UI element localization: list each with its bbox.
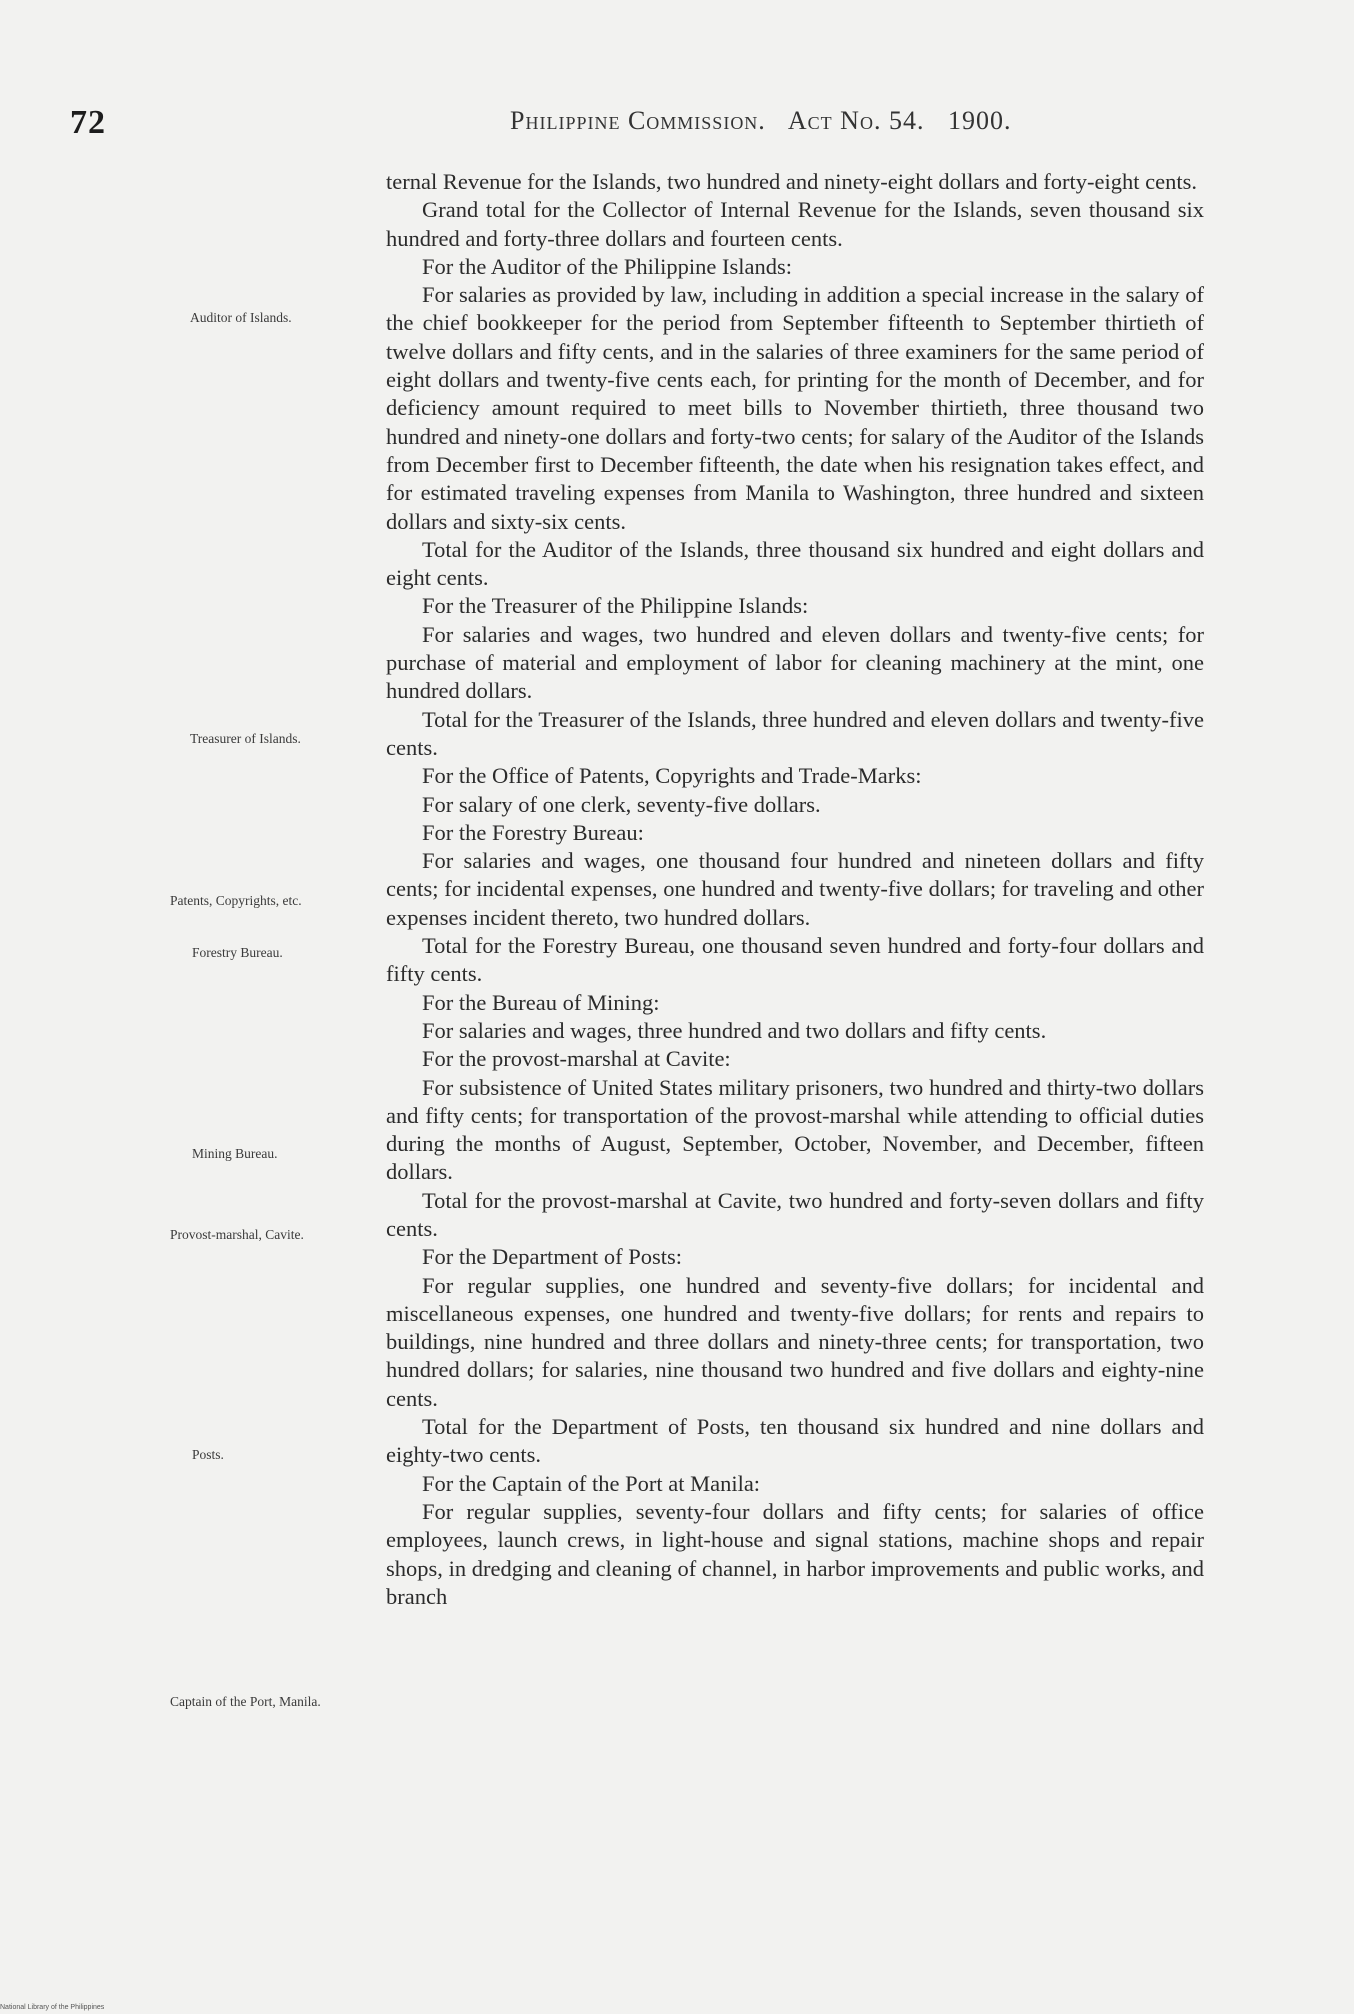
margin-notes — [0, 0, 380, 2014]
margin-note-mining: Mining Bureau. — [192, 1146, 278, 1161]
margin-note-captain-port: Captain of the Port, Manila. — [170, 1694, 321, 1709]
paragraph: ternal Revenue for the Islands, two hundred and ninety-eight dollars and forty-eight cents. — [386, 169, 1198, 194]
page-number: 72 — [70, 104, 106, 141]
margin-note-auditor: Auditor of Islands. — [190, 310, 292, 325]
paragraph: For salaries and wages, three hundred and two dollars and fifty cents. — [422, 1017, 1047, 1043]
paragraph: For regular supplies, seventy-four dollars and fifty cents; for salaries of office employees, launch crews, in light-house and signal stations, machine shops and repair shops, in dredging and cleaning of channel, in harbor improvements and public works, and branch — [386, 1498, 1204, 1609]
paragraph: Total for the Department of Posts, ten thousand six hundred and nine dollars and eighty-two cents. — [386, 1414, 1204, 1468]
margin-note-patents: Patents, Copyrights, etc. — [170, 893, 302, 908]
paragraph: For salaries as provided by law, including in addition a special increase in the salary of the chief bookkeeper for the period from September fifteenth to September thirtieth of twelve dollars and fifty cents, and in the salaries of three examiners for the same period of eight dollars and twenty-five cents each, for printing for the month of December, and for deficiency amount required to meet bills to November thirtieth, three thousand two hundred and ninety-one dollars and forty-two cents; for salary of the Auditor of the Islands from December first to December fifteenth, the date when his resignation takes effect, and for estimated traveling expenses from Manila to Washington, three hundred and sixteen dollars and sixty-six cents. — [386, 282, 1204, 534]
running-head-year: 1900. — [947, 106, 1012, 135]
paragraph: For salaries and wages, one thousand four hundred and nineteen dollars and fifty cents; for incidental expenses, one hundred and twenty-five dollars; for traveling and other expenses incident thereto, two hundred dollars. — [386, 848, 1204, 930]
body-text — [386, 168, 1204, 1611]
paragraph: For the Bureau of Mining: — [422, 989, 660, 1015]
running-head-act: Act No. 54. — [787, 106, 925, 135]
paragraph: For the Office of Patents, Copyrights and Trade-Marks: — [422, 763, 922, 789]
paragraph: Total for the provost-marshal at Cavite, two hundred and forty-seven dollars and fifty cents. — [386, 1187, 1204, 1241]
paragraph: For subsistence of United States military prisoners, two hundred and thirty-two dollars and fifty cents; for transportation of the provost-marshal while attending to official duties during the months of August, September, October, November, and December, fifteen dollars. — [386, 1074, 1204, 1185]
paragraph: For the Department of Posts: — [422, 1244, 682, 1270]
scan-footer-id: National Library of the Philippines — [0, 2004, 105, 2011]
paragraph: Total for the Treasurer of the Islands, three hundred and eleven dollars and twenty-five cents. — [386, 706, 1204, 760]
paragraph: Grand total for the Collector of Internal Revenue for the Islands, seven thousand six hundred and forty-three dollars and fourteen cents. — [386, 197, 1204, 251]
paragraph: For salary of one clerk, seventy-five dollars. — [422, 791, 821, 817]
paragraph: For the Treasurer of the Philippine Islands: — [422, 593, 809, 619]
margin-note-provost: Provost-marshal, Cavite. — [170, 1227, 304, 1242]
running-head-title: Philippine Commission. — [510, 106, 766, 135]
paragraph: Total for the Auditor of the Islands, three thousand six hundred and eight dollars and eight cents. — [386, 536, 1204, 591]
paragraph: For salaries and wages, two hundred and eleven dollars and twenty-five cents; for purchase of material and employment of labor for cleaning machinery at the mint, one hundred dollars. — [386, 621, 1204, 704]
margin-note-treasurer: Treasurer of Islands. — [190, 731, 301, 746]
running-head — [510, 106, 1027, 136]
paragraph: For the Forestry Bureau: — [422, 819, 644, 845]
paragraph: For the provost-marshal at Cavite: — [422, 1046, 731, 1072]
margin-note-posts: Posts. — [192, 1447, 224, 1462]
margin-note-forestry: Forestry Bureau. — [192, 945, 283, 960]
paragraph: For the Captain of the Port at Manila: — [422, 1470, 761, 1496]
paragraph: Total for the Forestry Bureau, one thousand seven hundred and forty-four dollars and fifty cents. — [386, 933, 1204, 987]
paragraph: For regular supplies, one hundred and seventy-five dollars; for incidental and miscellaneous expenses, one hundred and twenty-five dollars; for rents and repairs to buildings, nine hundred and three dollars and ninety-three cents; for transportation, two hundred dollars; for salaries, nine thousand two hundred and five dollars and eighty-nine cents. — [386, 1272, 1204, 1411]
paragraph: For the Auditor of the Philippine Islands: — [422, 253, 792, 279]
